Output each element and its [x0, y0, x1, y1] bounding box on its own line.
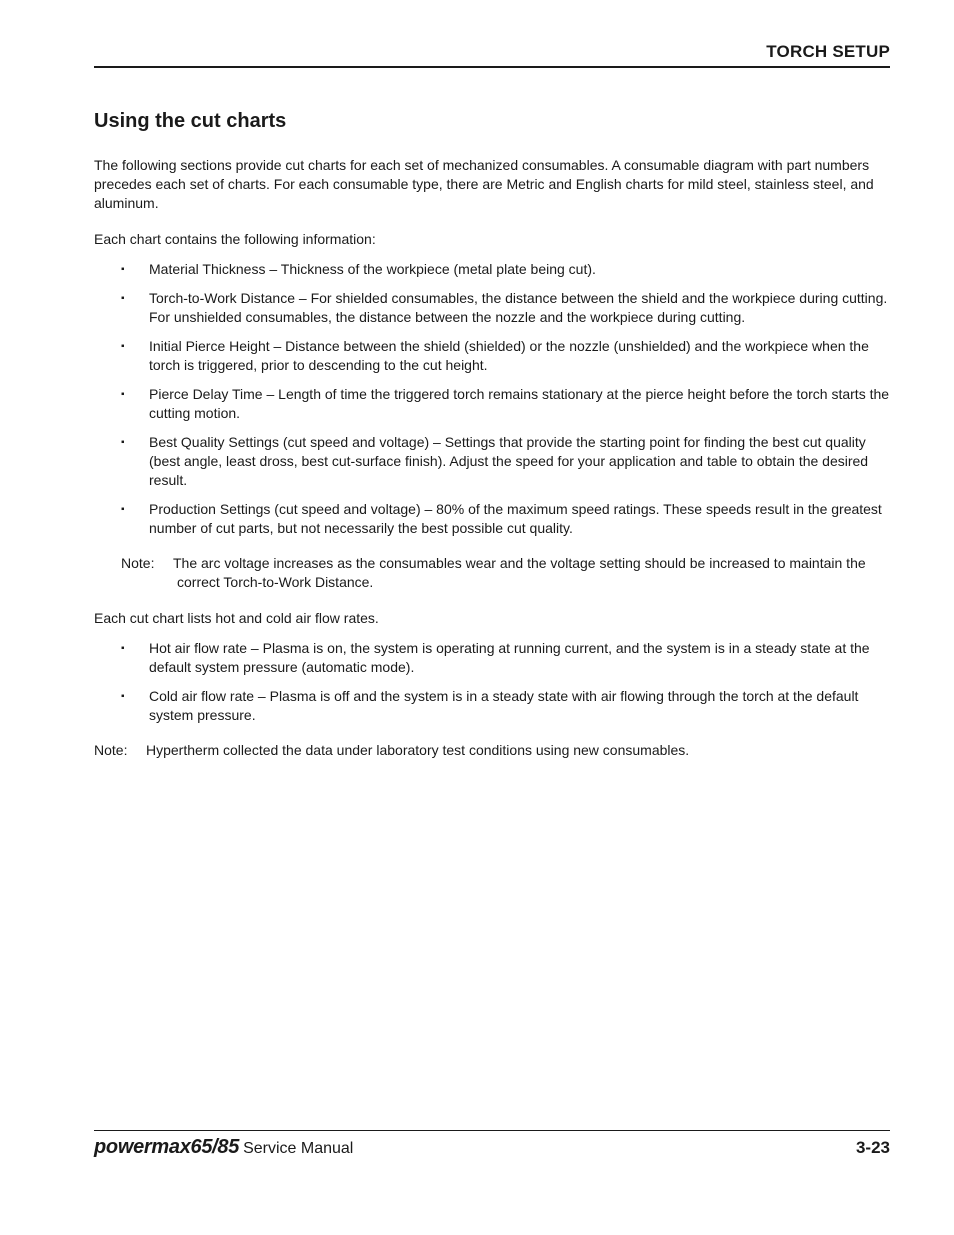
chart-info-lead: Each chart contains the following information: — [94, 231, 376, 247]
list-item: ▪ Initial Pierce Height – Distance between the shield (shielded) or the nozzle (unshielded) and the workpiece when the torch is triggered, prior to descending to the cut height. — [121, 338, 869, 373]
page-footer — [94, 1130, 890, 1165]
note-text: Hypertherm collected the data under laboratory test conditions using new consumables. — [146, 742, 690, 758]
bullet-icon: ▪ — [121, 643, 125, 654]
list-item: ▪ Material Thickness – Thickness of the workpiece (metal plate being cut). — [121, 261, 596, 277]
airflow-lead: Each cut chart lists hot and cold air flow rates. — [94, 610, 379, 626]
note-text: The arc voltage increases as the consumables wear and the voltage setting should be increased to maintain the correct Torch-to-Work Distance. — [173, 555, 866, 590]
list-item: ▪ Torch-to-Work Distance – For shielded consumables, the distance between the shield and the workpiece during cutting. For unshielded consumables, the distance between the nozzle and the workpiece during cutting. — [121, 290, 888, 325]
bullet-icon: ▪ — [121, 341, 125, 352]
note-label: Note: — [94, 742, 128, 758]
page-number: 3-23 — [855, 1138, 890, 1157]
list-item: ▪ Hot air flow rate – Plasma is on, the system is operating at running current, and the system is in a steady state at the default system pressure (automatic mode). — [121, 640, 870, 675]
brand-logo: powermax65/85 Service Manual — [94, 1136, 354, 1158]
bullet-icon: ▪ — [121, 264, 125, 275]
page-header — [94, 42, 890, 68]
chart-info-list — [94, 260, 890, 538]
intro-paragraph: The following sections provide cut charts for each set of mechanized consumables. A consumable diagram with part numbers precedes each set of charts. For each consumable type, there are Metric and English charts for mild steel, stainless steel, and aluminum. — [94, 157, 874, 211]
page-heading: Using the cut charts — [94, 110, 287, 132]
bullet-icon: ▪ — [121, 389, 125, 400]
section-title: TORCH SETUP — [766, 42, 890, 61]
list-item: ▪ Pierce Delay Time – Length of time the triggered torch remains stationary at the pierce height before the torch starts the cutting motion. — [121, 386, 890, 421]
document-title: Service Manual — [243, 1140, 354, 1157]
list-item: ▪ Production Settings (cut speed and voltage) – 80% of the maximum speed ratings. These speeds result in the greatest number of cut parts, but not necessarily the best possible cut quality. — [121, 501, 882, 536]
bullet-icon: ▪ — [121, 293, 125, 304]
bullet-icon: ▪ — [121, 437, 125, 448]
lab-conditions-note — [94, 741, 890, 760]
list-item: ▪ Cold air flow rate – Plasma is off and the system is in a steady state with air flowing through the torch at the default system pressure. — [121, 688, 859, 723]
arc-voltage-note — [121, 554, 890, 592]
bullet-icon: ▪ — [121, 504, 125, 515]
page-content — [94, 108, 890, 760]
list-item: ▪ Best Quality Settings (cut speed and voltage) – Settings that provide the starting point for finding the best cut quality (best angle, least dross, best cut-surface finish). Adjust the speed for your application and table to obtain the desired result. — [121, 434, 869, 488]
bullet-icon: ▪ — [121, 691, 125, 702]
note-label: Note: — [121, 555, 155, 571]
airflow-list — [94, 639, 890, 725]
